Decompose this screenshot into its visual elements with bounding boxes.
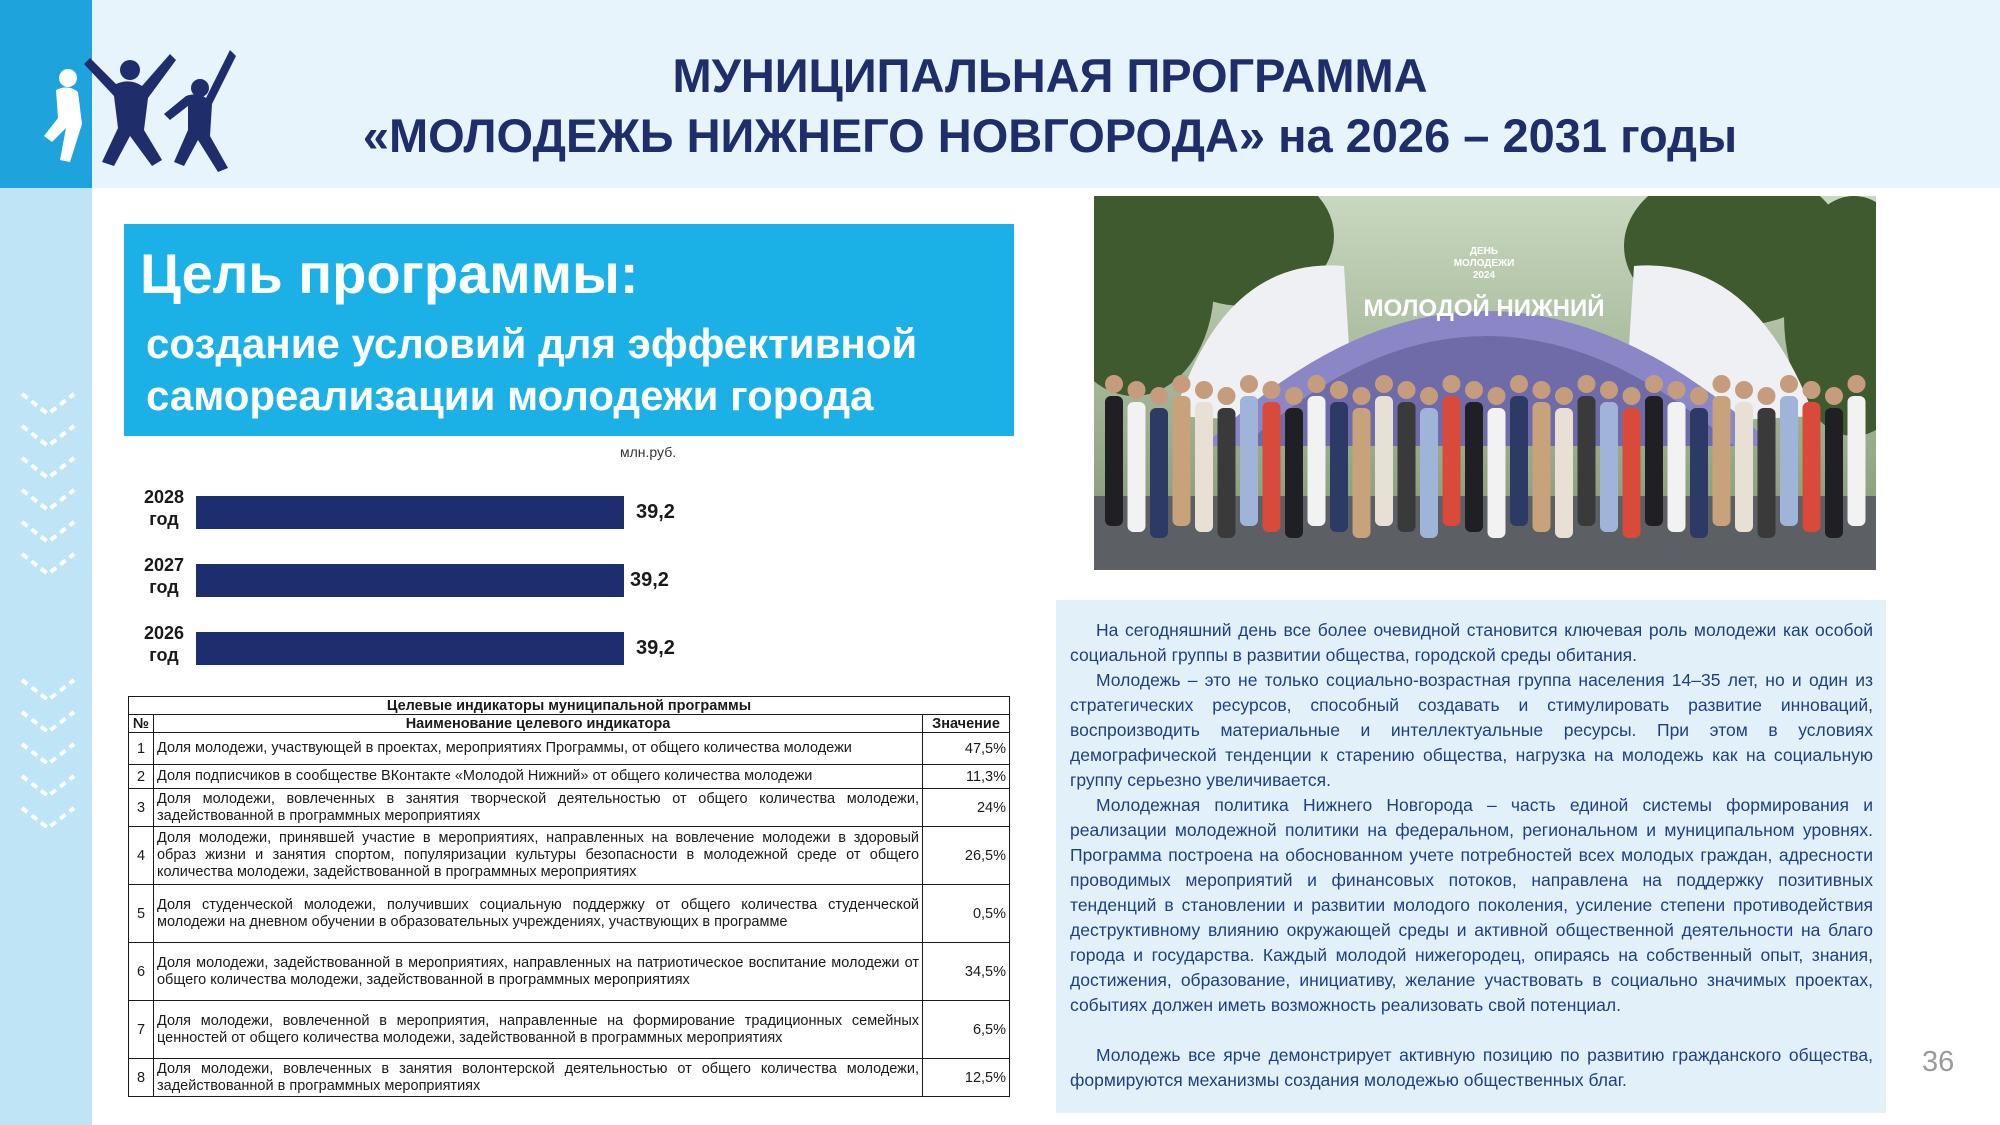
crowd-person-head xyxy=(1195,381,1213,399)
indicator-value: 12,5% xyxy=(923,1059,1010,1097)
crowd-person xyxy=(1780,396,1798,526)
goal-box xyxy=(124,224,1014,436)
page-number: 36 xyxy=(1922,1046,1955,1078)
crowd-person-head xyxy=(1825,387,1843,405)
crowd-person xyxy=(1150,408,1168,538)
indicator-number: 7 xyxy=(129,1001,154,1059)
chart-unit-label: млн.руб. xyxy=(620,444,677,460)
crowd-person xyxy=(1623,408,1641,538)
bar-value-label: 39,2 xyxy=(630,569,669,591)
table-row xyxy=(129,885,1010,943)
bar-row xyxy=(128,486,708,546)
indicator-name: Доля молодежи, задействованной в мероприятиях, направленных на патриотическое воспитание молодежи от общего количества молодежи, задействованной в программных мероприятиях xyxy=(153,943,922,1001)
crowd-person-head xyxy=(1533,381,1551,399)
indicator-value: 24% xyxy=(923,789,1010,827)
table-row xyxy=(129,1001,1010,1059)
table-row xyxy=(129,827,1010,885)
crowd-person xyxy=(1713,396,1731,526)
crowd-person xyxy=(1375,396,1393,526)
crowd-person-head xyxy=(1488,387,1506,405)
title-line-1: МУНИЦИПАЛЬНАЯ ПРОГРАММА xyxy=(672,49,1428,102)
crowd-person xyxy=(1420,408,1438,538)
crowd-person xyxy=(1735,402,1753,532)
indicator-name: Доля молодежи, принявшей участие в мероприятиях, направленных на вовлечение молодежи в здоровый образ жизни и занятия спортом, популяризации культуры безопасности в молодежной среде от общего количества молодежи, задействованной в программных мероприятиях xyxy=(153,827,922,885)
indicator-name: Доля подписчиков в сообществе ВКонтакте «Молодой Нижний» от общего количества молодежи xyxy=(153,765,922,789)
crowd-person-head xyxy=(1623,387,1641,405)
crowd-person xyxy=(1645,396,1663,526)
crowd-person xyxy=(1690,408,1708,538)
event-photo xyxy=(1094,196,1876,570)
crowd-person xyxy=(1398,402,1416,532)
crowd-person xyxy=(1263,402,1281,532)
crowd-person xyxy=(1218,408,1236,538)
column-header-value: Значение xyxy=(923,715,1010,733)
bar-row xyxy=(128,622,708,682)
crowd-person-head xyxy=(1713,375,1731,393)
crowd-person xyxy=(1533,402,1551,532)
crowd-person xyxy=(1240,396,1258,526)
crowd-person-head xyxy=(1330,381,1348,399)
indicator-number: 1 xyxy=(129,733,154,765)
column-header-name: Наименование целевого индикатора xyxy=(153,715,922,733)
crowd-person xyxy=(1443,396,1461,526)
indicator-number: 4 xyxy=(129,827,154,885)
goal-text: создание условий для эффективной самореализации молодежи города xyxy=(146,320,918,419)
bar-year-label: 2027 год xyxy=(143,555,185,597)
crowd-person xyxy=(1510,396,1528,526)
crowd-person xyxy=(1825,408,1843,538)
indicator-name: Доля молодежи, вовлеченных в занятия творческой деятельностью от общего количества молодежи, задействованной в программных мероприятиях xyxy=(153,789,922,827)
table-row xyxy=(129,789,1010,827)
badge-line-1: ДЕНЬ xyxy=(1469,246,1499,257)
indicator-number: 8 xyxy=(129,1059,154,1097)
crowd-person-head xyxy=(1285,387,1303,405)
description-paragraph-1: На сегодняшний день все более очевидной становится ключевая роль молодежи как особой социальной группы в развитии общества, городской среды обитания. xyxy=(1070,620,1873,665)
crowd-person xyxy=(1848,396,1866,526)
table-caption: Целевые индикаторы муниципальной программы xyxy=(129,697,1010,715)
crowd-person xyxy=(1803,402,1821,532)
crowd-person-head xyxy=(1308,375,1326,393)
indicator-value: 0,5% xyxy=(923,885,1010,943)
crowd-person-head xyxy=(1668,381,1686,399)
crowd-person xyxy=(1465,402,1483,532)
crowd-person-head xyxy=(1803,381,1821,399)
indicator-value: 11,3% xyxy=(923,765,1010,789)
chevron-pattern-bottom xyxy=(18,670,78,870)
crowd-person-head xyxy=(1443,375,1461,393)
indicator-name: Доля молодежи, участвующей в проектах, мероприятиях Программы, от общего количества молодежи xyxy=(153,733,922,765)
crowd-person-head xyxy=(1780,375,1798,393)
indicator-number: 2 xyxy=(129,765,154,789)
indicator-value: 34,5% xyxy=(923,943,1010,1001)
arch-banner-text: МОЛОДОЙ НИЖНИЙ xyxy=(1363,295,1605,322)
crowd-person xyxy=(1105,396,1123,526)
crowd-person xyxy=(1555,408,1573,538)
crowd-person-head xyxy=(1263,381,1281,399)
indicator-name: Доля студенческой молодежи, получивших социальную поддержку от общего количества студенческой молодежи на дневном обучении в образовательных учреждениях, участвующих в программе xyxy=(153,885,922,943)
bar-year-label: 2026 год xyxy=(143,623,185,665)
crowd-person xyxy=(1173,396,1191,526)
crowd-person-head xyxy=(1150,387,1168,405)
bar-value-label: 39,2 xyxy=(636,501,675,523)
bar-value-label: 39,2 xyxy=(636,637,675,659)
indicator-value: 26,5% xyxy=(923,827,1010,885)
description-paragraph-2: Молодежь – это не только социально-возрастная группа населения 14–35 лет, но и один из стратегических ресурсов, способный создавать и стимулировать развитие инноваций, воспроизводить материальные и интеллектуальные ресурсы. При этом в условиях демографической тенденции к старению общества, нагрузка на молодежь как на социальную группу серьезно увеличивается. xyxy=(1070,670,1873,790)
crowd-person xyxy=(1330,402,1348,532)
crowd-person-head xyxy=(1173,375,1191,393)
column-header-num: № xyxy=(129,715,154,733)
crowd-person-head xyxy=(1105,375,1123,393)
bar-year-label: 2028 год xyxy=(143,487,185,529)
crowd-person-head xyxy=(1240,375,1258,393)
crowd-person-head xyxy=(1600,381,1618,399)
indicator-name: Доля молодежи, вовлеченной в мероприятия, направленные на формирование традиционных семейных ценностей от общего количества молодежи, задействованной в программных мероприятиях xyxy=(153,1001,922,1059)
crowd-person-head xyxy=(1690,387,1708,405)
crowd-person-head xyxy=(1128,381,1146,399)
title-line-2: «МОЛОДЕЖЬ НИЖНЕГО НОВГОРОДА» на 2026 – 2031 годы xyxy=(362,109,1738,162)
crowd-person xyxy=(1195,402,1213,532)
crowd-person xyxy=(1758,408,1776,538)
crowd-person xyxy=(1578,396,1596,526)
crowd-person-head xyxy=(1758,387,1776,405)
crowd-person xyxy=(1353,408,1371,538)
bar-row xyxy=(128,554,708,614)
bar xyxy=(196,632,624,665)
indicator-value: 47,5% xyxy=(923,733,1010,765)
indicator-number: 3 xyxy=(129,789,154,827)
page-title xyxy=(290,46,1810,166)
jumping-people-logo xyxy=(30,44,260,179)
description-paragraph-4: Молодежь все ярче демонстрирует активную позицию по развитию гражданского общества, формируются механизмы создания молодежью общественных благ. xyxy=(1070,1045,1873,1090)
crowd-person-head xyxy=(1848,375,1866,393)
crowd-person xyxy=(1308,396,1326,526)
table-row xyxy=(129,1059,1010,1097)
badge-line-2: МОЛОДЕЖИ xyxy=(1453,258,1515,269)
description-paragraph-3: Молодежная политика Нижнего Новгорода – часть единой системы формирования и реализации молодежной политики на федеральном, региональном и муниципальном уровнях. Программа построена на обоснованном учете потребностей всех молодых граждан, адресности проводимых мероприятий и финансовых потоков, направлена на поддержку позитивных тенденций в становлении и развитии молодого поколения, усиление степени противодействия деструктивному влиянию окружающей среды и активной общественной деятельности на благо города и государства. Каждый молодой нижегородец, опираясь на собственный опыт, знания, достижения, образование, инициативу, желание участвовать в социально значимых проектах, событиях должен иметь возможность реализовать свой потенциал. xyxy=(1070,795,1873,1015)
bar xyxy=(196,496,624,529)
indicator-name: Доля молодежи, вовлеченных в занятия волонтерской деятельностью от общего количества молодежи, задействованной в программных мероприятиях xyxy=(153,1059,922,1097)
crowd-person-head xyxy=(1510,375,1528,393)
table-row xyxy=(129,943,1010,1001)
goal-title: Цель программы: xyxy=(140,242,639,305)
crowd-person-head xyxy=(1398,381,1416,399)
indicator-number: 6 xyxy=(129,943,154,1001)
crowd-person-head xyxy=(1375,375,1393,393)
crowd-person-head xyxy=(1218,387,1236,405)
crowd-person-head xyxy=(1420,387,1438,405)
crowd-person-head xyxy=(1555,387,1573,405)
chevron-pattern-top xyxy=(18,384,78,624)
table-row xyxy=(129,733,1010,765)
crowd-person-head xyxy=(1578,375,1596,393)
indicator-number: 5 xyxy=(129,885,154,943)
indicator-value: 6,5% xyxy=(923,1001,1010,1059)
bar xyxy=(196,564,624,597)
crowd-person-head xyxy=(1353,387,1371,405)
crowd-person-head xyxy=(1645,375,1663,393)
crowd-person-head xyxy=(1735,381,1753,399)
crowd-person xyxy=(1600,402,1618,532)
crowd-person-head xyxy=(1465,381,1483,399)
crowd-person xyxy=(1488,408,1506,538)
badge-year: 2024 xyxy=(1472,270,1496,281)
table-row xyxy=(129,765,1010,789)
crowd-person xyxy=(1128,402,1146,532)
description-panel xyxy=(1056,600,1886,1113)
indicators-table xyxy=(128,696,1010,1097)
crowd-person xyxy=(1668,402,1686,532)
crowd-person xyxy=(1285,408,1303,538)
